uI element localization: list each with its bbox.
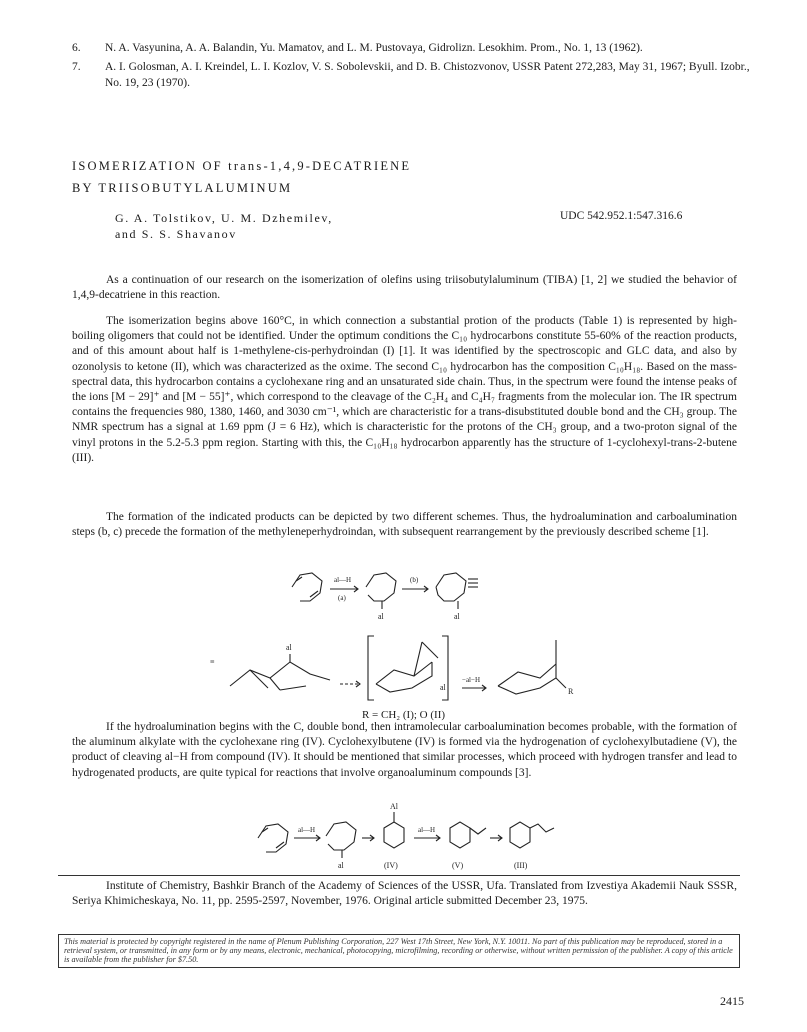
aluminum-label: Al xyxy=(390,802,398,811)
equivalence-sign: ≡ xyxy=(210,657,215,666)
paragraph-text: As a continuation of our research on the isomerization of olefins using triisobutylaluminum (TIBA) [1, 2] we studied the behavior of 1,4,9-decatriene in this reaction. xyxy=(72,274,737,302)
aluminum-label: al xyxy=(454,612,460,621)
title-line-1: ISOMERIZATION OF trans-1,4,9-DECATRIENE xyxy=(72,159,412,173)
substituent-label: R xyxy=(568,687,574,696)
footnote-divider xyxy=(58,875,740,876)
reference-number: 6. xyxy=(72,42,81,54)
reaction-scheme-2 xyxy=(210,628,590,706)
decatriene-structure xyxy=(292,573,322,601)
reference-item xyxy=(72,59,752,91)
reference-item xyxy=(72,40,752,56)
compound-iv-structure xyxy=(384,812,404,848)
reaction-scheme-1 xyxy=(290,567,520,629)
reagent-label: al—H xyxy=(334,576,352,584)
article-title xyxy=(72,155,752,199)
alkylaluminum-intermediate xyxy=(366,573,396,609)
paragraph-intro xyxy=(72,273,737,303)
perhydroindan-product xyxy=(498,640,566,694)
paragraph-isomerization xyxy=(72,314,737,466)
udc-code: UDC 542.952.1:547.316.6 xyxy=(560,210,683,222)
reagent-label: −al−H xyxy=(462,676,481,684)
step-label: (a) xyxy=(338,594,346,602)
affiliation-footnote xyxy=(72,879,737,909)
paragraph-text: If the hydroalumination begins with the C, double bond, then intramolecular carboalumination becomes probable, with the formation of the aluminum alkylate with the cyclohexane ring (IV). Cyclohexylbutene (IV) is formed via the hydrogenation of cyclohexylbutadiene (V), the product of cleaving al−H from compound (IV). It should be mentioned that similar processes, which proceed with hydrogen transfer and lead to hydrogenated products, are quite typical for reactions that involve organoaluminum compounds [3]. xyxy=(72,721,737,779)
bicyclic-intermediate xyxy=(368,636,448,700)
aluminum-label: al xyxy=(378,612,384,621)
scheme-caption: R = CH₂ (I); O (II) xyxy=(361,709,446,721)
paragraph-text: The formation of the indicated products can be depicted by two different schemes. Thus, the hydroalumination and carboalumination steps (b, c) precede the formation of the methyleneperhydroindan, with subsequent rearrangement by the previously described scheme [1]. xyxy=(72,511,737,539)
reference-text: N. A. Vasyunina, A. A. Balandin, Yu. Mamatov, and L. M. Pustovaya, Gidrolizn. Lesokhim. Prom., No. 1, 13 (1962). xyxy=(105,42,643,54)
decatriene-structure xyxy=(258,824,288,852)
compound-label: (III) xyxy=(514,861,528,870)
al-alkyl-structure xyxy=(230,654,330,690)
reagent-label: al—H xyxy=(418,826,436,834)
aluminum-label: al xyxy=(338,861,344,870)
copyright-notice xyxy=(58,934,740,968)
paragraph-text: The isomerization begins above 160°C, in which connection a substantial protion of the products (Table 1) is represented by high-boiling oligomers that could not be identified. Under the optimum conditions the C₁₀ hydrocarbons constitute 55-60% of the reaction products, and of this amount about half is 1-methylene-cis-perhydroindan (I) [1]. It was identified by the spectroscopic and GLC data, and also by ozonolysis to ketone (II), which was characterized as the oxime. The second C₁₀ hydrocarbon has the composition C₁₀H₁₈. Based on the mass-spectral data, this hydrocarbon contains a cyclohexane ring and an unsaturated side chain. Thus, in the spectrum were found the intense peaks of the ions [M − 29]⁺ and [M − 55]⁺, which correspond to the cleavage of the C₂H₄ and C₄H₇ fragments from the molecular ion. The IR spectrum contains the frequencies 980, 1380, 1460, and 3030 cm⁻¹, which are characteristic for a trans-disubstituted double bond and the CH₃ group. The NMR spectrum has a signal at 1.69 ppm (J = 6 Hz), which is characteristic for the protons of the CH₃ group, and a two-proton signal of the vinyl protons in the 5.2-5.3 ppm region. Starting with this, the C₁₀H₁₈ hydrocarbon apparently has the structure of 1-cyclohexyl-trans-2-butene (III). xyxy=(72,315,737,464)
reference-number: 7. xyxy=(72,61,81,73)
cyclized-intermediate xyxy=(436,573,478,609)
compound-label: (IV) xyxy=(384,861,398,870)
reaction-scheme-3 xyxy=(256,800,576,872)
copyright-text: This material is protected by copyright registered in the name of Plenum Publishing Corporation, 227 West 17th Street, New York, N.Y. 10011. No part of this publication may be reproduced, stored in a retrieval system, or transmitted, in any form or by any means, electronic, mechanical, photocopying, microfilming, recording or otherwise, without written permission of the publisher. A copy of this article is available from the publisher for $7.50. xyxy=(64,937,733,965)
step-label: (b) xyxy=(410,576,419,584)
aluminum-label: al xyxy=(286,643,292,652)
author-list xyxy=(115,210,435,242)
compound-label: (V) xyxy=(452,861,464,870)
alkylaluminum-intermediate xyxy=(326,822,356,858)
reagent-label: al—H xyxy=(298,826,316,834)
compound-v-structure xyxy=(450,822,486,848)
reference-list xyxy=(72,40,752,94)
affiliation-text: Institute of Chemistry, Bashkir Branch of the Academy of Sciences of the USSR, Ufa. Translated from Izvestiya Akademii Nauk SSSR, Seriya Khimicheskaya, No. 11, pp. 2595-2597, November, 1976. Original article submitted December 23, 1975. xyxy=(72,880,737,908)
compound-iii-structure xyxy=(510,822,554,848)
authors-line-2: and S. S. Shavanov xyxy=(115,227,237,241)
title-line-2: BY TRIISOBUTYLALUMINUM xyxy=(72,181,293,195)
aluminum-label: al xyxy=(440,683,446,692)
authors-line-1: G. A. Tolstikov, U. M. Dzhemilev, xyxy=(115,211,333,225)
reference-text: A. I. Golosman, A. I. Kreindel, L. I. Kozlov, V. S. Sobolevskii, and D. B. Chistozvonov, USSR Patent 272,283, May 31, 1967; Byull. Izobr., No. 19, 23 (1970). xyxy=(105,61,750,89)
page-number: 2415 xyxy=(720,994,744,1008)
paragraph-hydroalumination xyxy=(72,720,737,781)
paragraph-schemes xyxy=(72,510,737,540)
